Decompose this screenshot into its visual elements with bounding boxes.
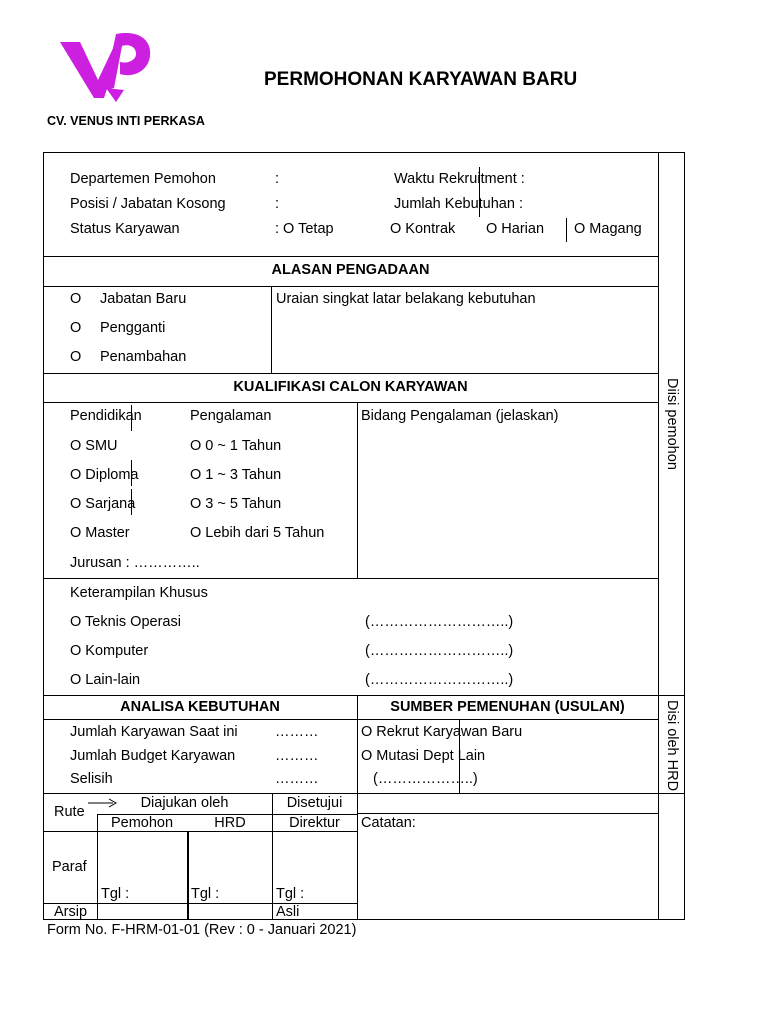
keterampilan-blank[interactable]: (………………………..) — [365, 672, 514, 688]
status-kontrak[interactable]: O Kontrak — [390, 221, 456, 237]
dept-label: Departemen Pemohon — [70, 171, 216, 187]
keterampilan-lain[interactable]: O Lain-lain — [70, 672, 141, 688]
alasan-bullet: O — [70, 291, 82, 307]
sumber-blank[interactable]: (………………..) — [373, 771, 478, 787]
asli-label: Asli — [276, 904, 300, 920]
paraf-label: Paraf — [52, 859, 87, 875]
posisi-label: Posisi / Jabatan Kosong — [70, 196, 226, 212]
analisa-dots[interactable]: ……… — [275, 724, 319, 740]
tgl-pemohon[interactable]: Tgl : — [101, 886, 130, 902]
uraian-label: Uraian singkat latar belakang kebutuhan — [276, 291, 536, 307]
diajukan-label: Diajukan oleh — [140, 795, 229, 811]
pengalaman-lebih-5[interactable]: O Lebih dari 5 Tahun — [190, 525, 325, 541]
alasan-pengganti[interactable]: Pengganti — [100, 320, 166, 336]
analisa-jumlah-karyawan: Jumlah Karyawan Saat ini — [70, 724, 238, 740]
pengalaman-0-1[interactable]: O 0 ~ 1 Tahun — [190, 438, 282, 454]
alasan-bullet: O — [70, 320, 82, 336]
kualifikasi-heading: KUALIFIKASI CALON KARYAWAN — [233, 379, 468, 395]
form-number: Form No. F-HRM-01-01 (Rev : 0 - Januari 2021) — [47, 922, 357, 938]
status-label: Status Karyawan — [70, 221, 180, 237]
analisa-dots[interactable]: ……… — [275, 748, 319, 764]
sumber-mutasi[interactable]: O Mutasi Dept Lain — [361, 748, 486, 764]
tgl-direktur[interactable]: Tgl : — [276, 886, 305, 902]
keterampilan-teknis[interactable]: O Teknis Operasi — [70, 614, 181, 630]
keterampilan-label: Keterampilan Khusus — [70, 585, 208, 601]
keterampilan-blank[interactable]: (………………………..) — [365, 614, 514, 630]
col-pemohon: Pemohon — [110, 815, 174, 831]
analisa-heading: ANALISA KEBUTUHAN — [120, 699, 280, 715]
pendidikan-label: Pendidikan — [70, 408, 142, 424]
disetujui-label: Disetujui — [286, 795, 343, 811]
bidang-label: Bidang Pengalaman (jelaskan) — [361, 408, 559, 424]
company-logo — [58, 28, 154, 104]
col-hrd: HRD — [214, 815, 246, 831]
analisa-jumlah-budget: Jumlah Budget Karyawan — [70, 748, 236, 764]
pendidikan-sarjana[interactable]: O Sarjana — [70, 496, 136, 512]
pengalaman-3-5[interactable]: O 3 ~ 5 Tahun — [190, 496, 282, 512]
pengalaman-1-3[interactable]: O 1 ~ 3 Tahun — [190, 467, 282, 483]
jumlah-label: Jumlah Kebutuhan : — [394, 196, 523, 212]
col-direktur: Direktur — [289, 815, 340, 831]
pendidikan-master[interactable]: O Master — [70, 525, 130, 541]
jurusan-field[interactable]: Jurusan : ………….. — [70, 555, 200, 571]
catatan-label: Catatan: — [361, 815, 416, 831]
status-magang[interactable]: O Magang — [574, 221, 642, 237]
rute-label: Rute — [54, 804, 85, 820]
alasan-jabatan-baru[interactable]: Jabatan Baru — [100, 291, 187, 307]
keterampilan-komputer[interactable]: O Komputer — [70, 643, 149, 659]
alasan-heading: ALASAN PENGADAAN — [271, 262, 430, 278]
pendidikan-diploma[interactable]: O Diploma — [70, 467, 139, 483]
sumber-heading: SUMBER PEMENUHAN (USULAN) — [390, 699, 625, 715]
alasan-penambahan[interactable]: Penambahan — [100, 349, 187, 365]
pengalaman-label: Pengalaman — [190, 408, 272, 424]
analisa-dots[interactable]: ……… — [275, 771, 319, 787]
tgl-hrd[interactable]: Tgl : — [191, 886, 220, 902]
waktu-label: Waktu Rekruitment : — [394, 171, 525, 187]
side-label-hrd: Disi oleh HRD — [664, 700, 680, 792]
arsip-label: Arsip — [54, 904, 88, 920]
status-harian[interactable]: O Harian — [486, 221, 545, 237]
pendidikan-smu[interactable]: O SMU — [70, 438, 118, 454]
dept-colon: : — [275, 171, 280, 187]
status-tetap[interactable]: : O Tetap — [275, 221, 334, 237]
posisi-colon: : — [275, 196, 280, 212]
keterampilan-blank[interactable]: (………………………..) — [365, 643, 514, 659]
form-title: PERMOHONAN KARYAWAN BARU — [264, 69, 578, 90]
company-name: CV. VENUS INTI PERKASA — [47, 114, 205, 128]
analisa-selisih: Selisih — [70, 771, 113, 787]
sumber-rekrut[interactable]: O Rekrut Karyawan Baru — [361, 724, 523, 740]
side-label-pemohon: Diisi pemohon — [664, 378, 680, 470]
alasan-bullet: O — [70, 349, 82, 365]
